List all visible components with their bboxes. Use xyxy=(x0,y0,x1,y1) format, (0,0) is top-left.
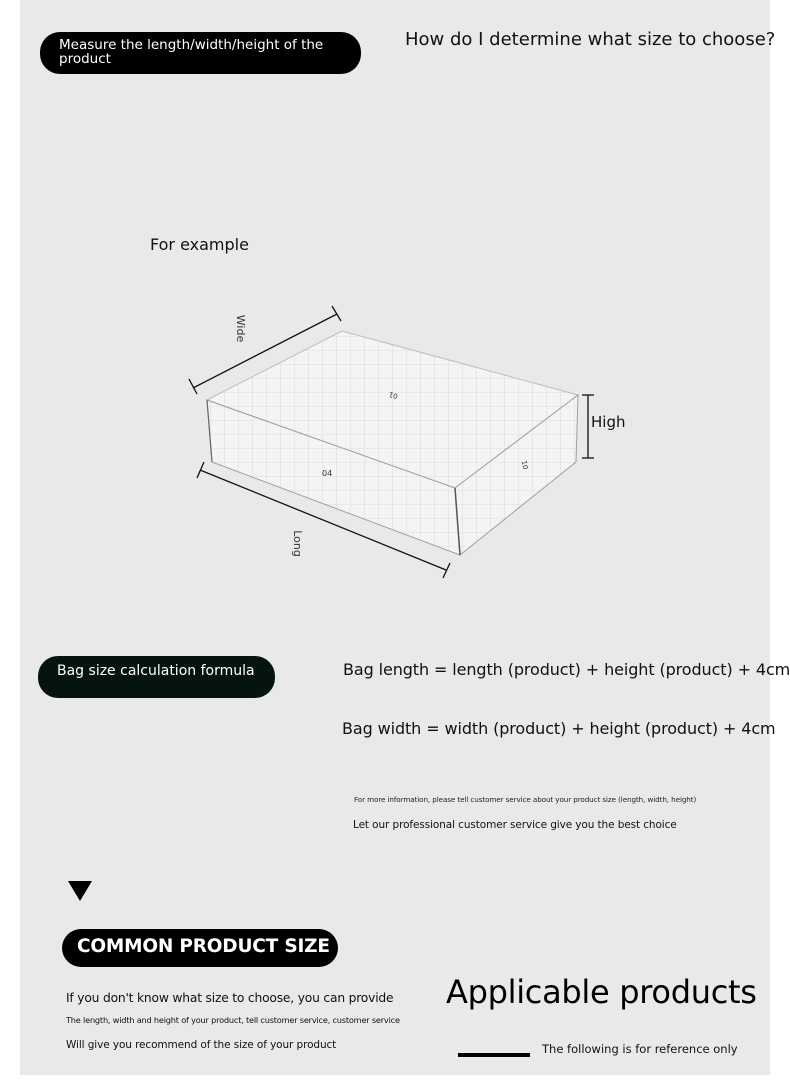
bag-length-formula: Bag length = length (product) + height (product) + 4cm xyxy=(343,660,790,679)
measure-pill-text: Measure the length/width/height of the product xyxy=(59,37,324,67)
size-question: How do I determine what size to choose? xyxy=(405,29,776,50)
common-line-3: Will give you recommend of the size of your product xyxy=(66,1039,337,1051)
common-line-1: If you don't know what size to choose, you can provide xyxy=(66,991,394,1005)
info-note-small: For more information, please tell customer service about your product size (length, width, height) xyxy=(354,795,697,804)
applicable-divider xyxy=(458,1053,530,1057)
for-example-label: For example xyxy=(150,235,249,254)
common-size-pill-text: COMMON PRODUCT SIZE xyxy=(77,936,330,957)
bag-width-formula: Bag width = width (product) + height (product) + 4cm xyxy=(342,719,776,738)
high-label: High xyxy=(591,413,626,431)
formula-pill-text: Bag size calculation formula xyxy=(57,663,255,679)
long-label: Long xyxy=(290,530,304,557)
box-front-code: 04 xyxy=(322,469,333,478)
wide-label: Wide xyxy=(234,314,248,343)
box-side-code: 10 xyxy=(519,459,530,471)
box-top-code: 01 xyxy=(388,389,399,401)
common-size-pill xyxy=(62,929,338,967)
info-note: Let our professional customer service give you the best choice xyxy=(353,819,677,831)
applicable-subtitle: The following is for reference only xyxy=(542,1042,738,1056)
applicable-products-title: Applicable products xyxy=(446,973,757,1011)
common-line-2: The length, width and height of your product, tell customer service, customer service xyxy=(66,1015,400,1025)
down-triangle-icon xyxy=(68,881,92,901)
formula-pill xyxy=(38,656,275,698)
